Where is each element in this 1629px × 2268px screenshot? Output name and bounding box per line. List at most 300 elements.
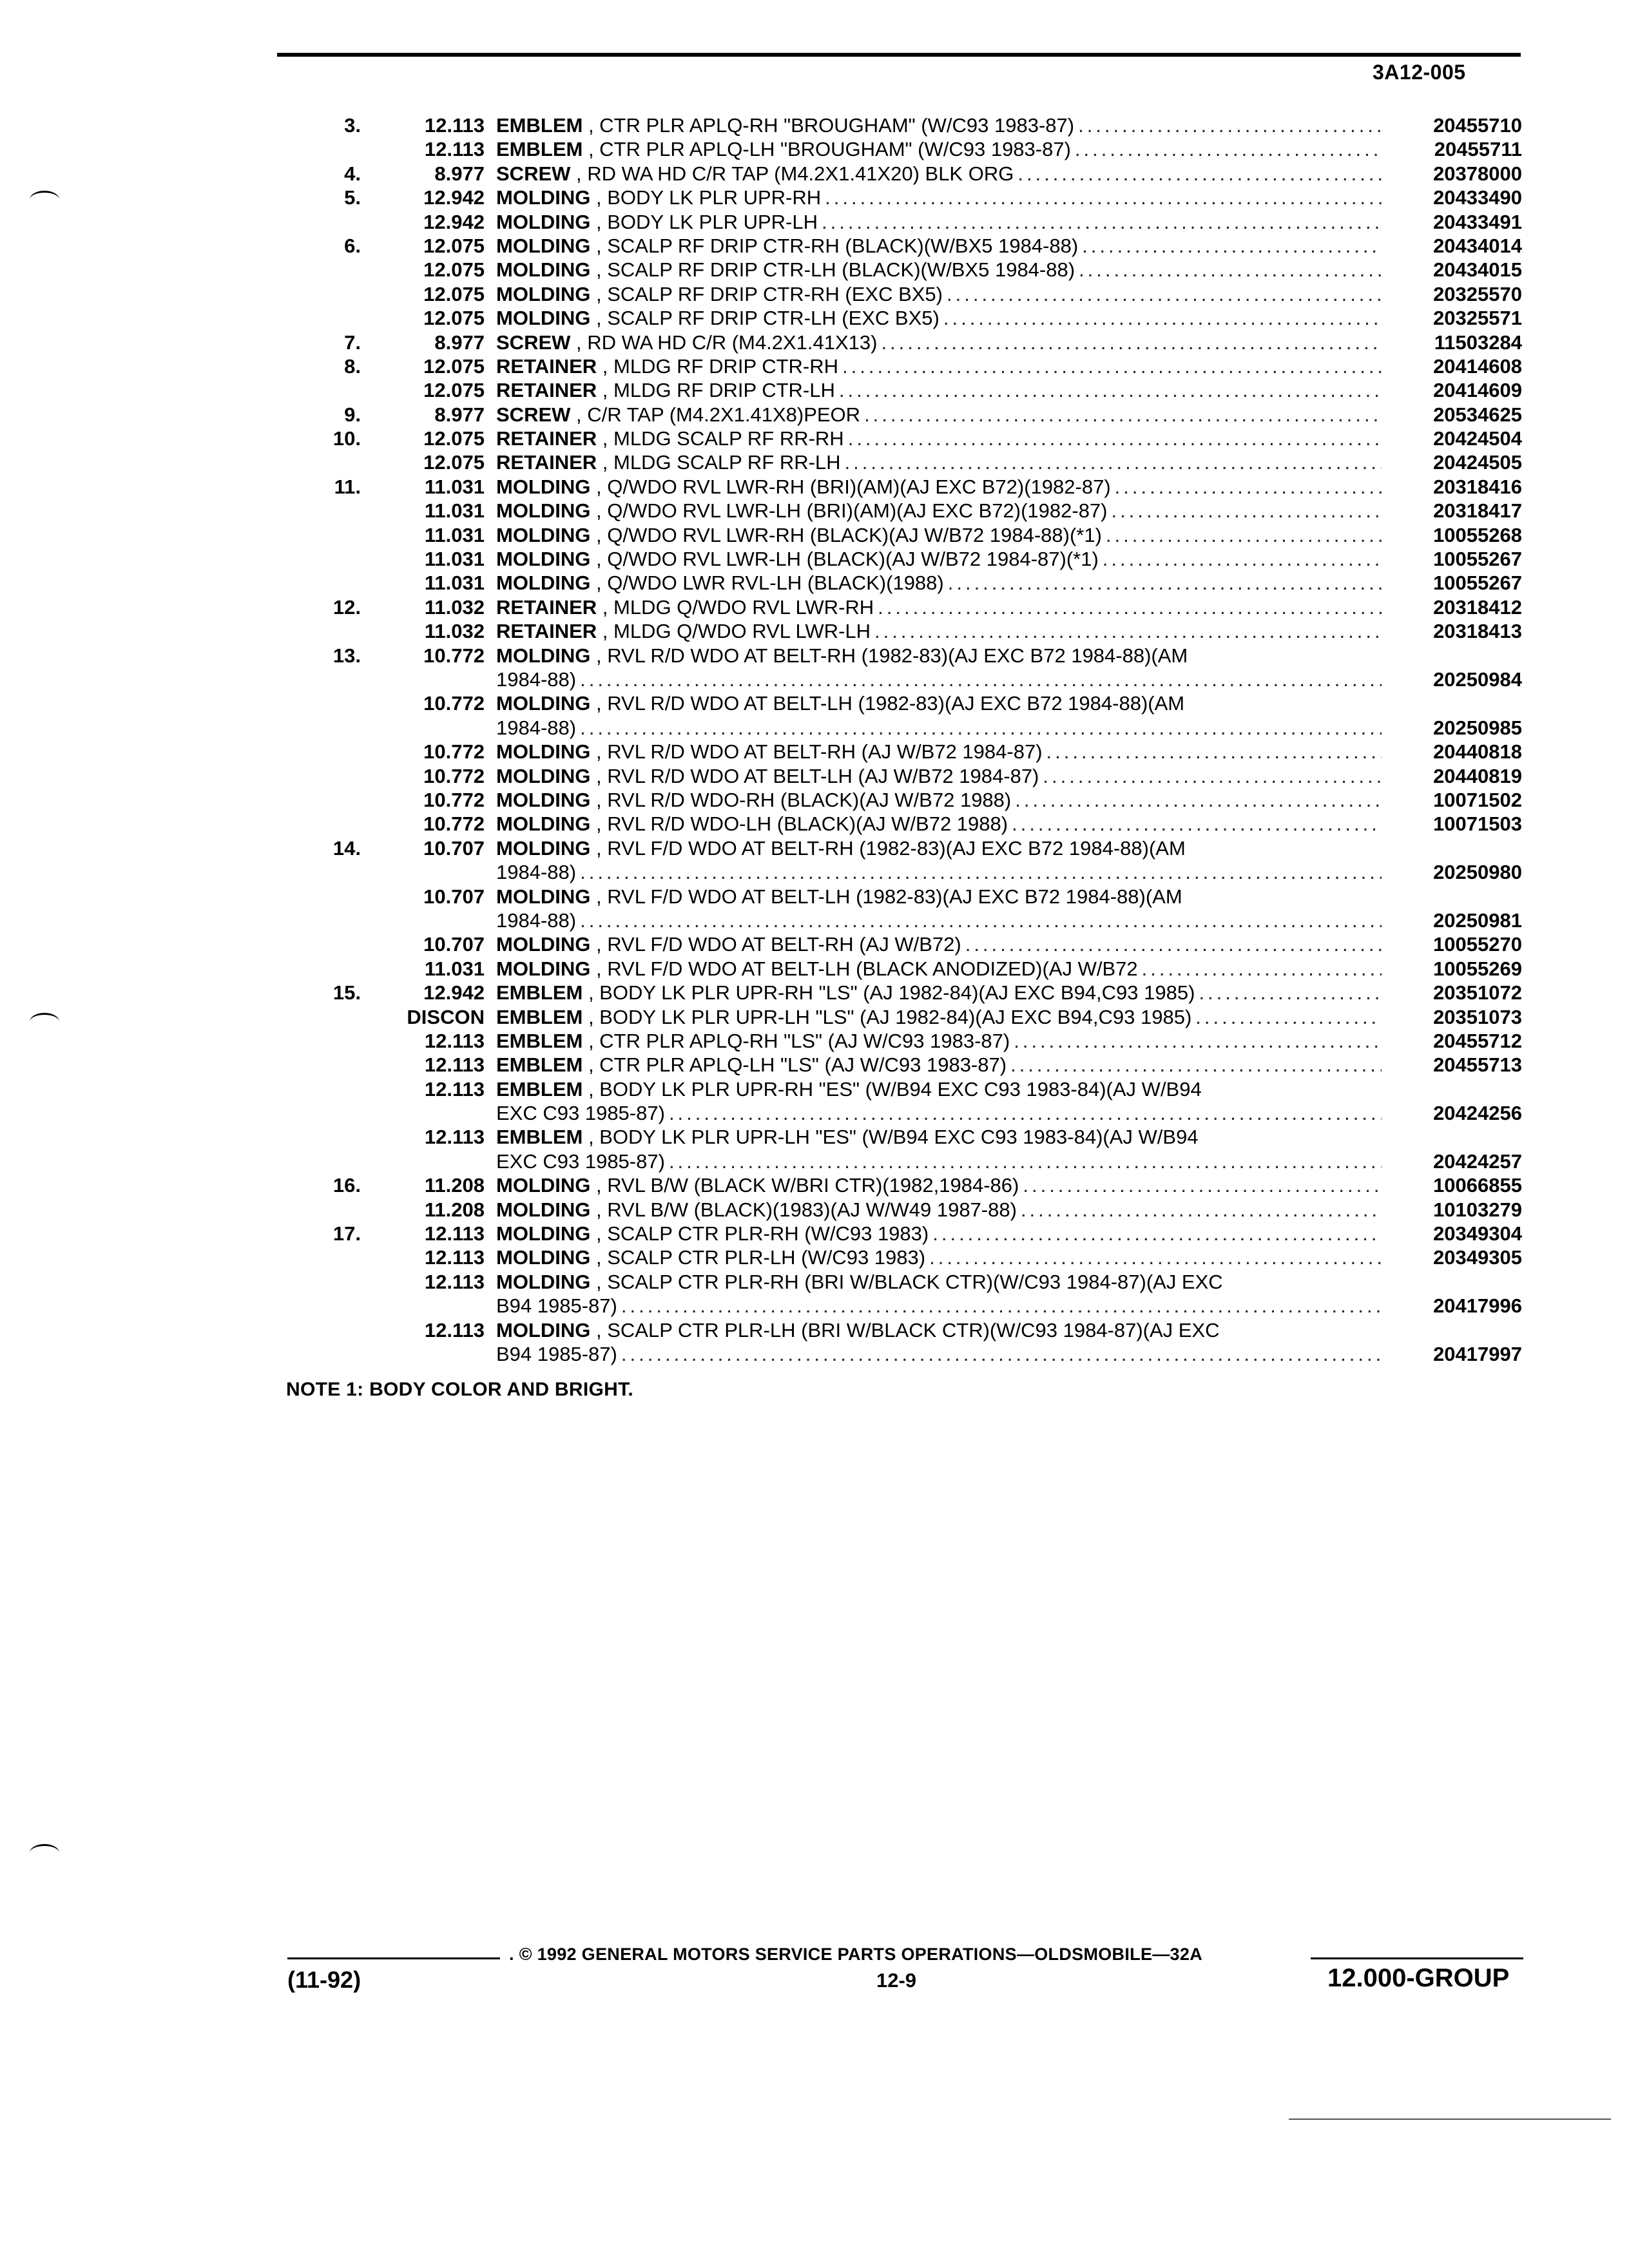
- dot-leader: [842, 354, 1382, 378]
- group-number: 10.772: [423, 812, 485, 836]
- description-line: MOLDING , SCALP RF DRIP CTR-LH (EXC BX5): [496, 307, 940, 330]
- part-row: [0, 1005, 1629, 1029]
- part-description: [496, 547, 1385, 571]
- part-row: [0, 523, 1629, 547]
- description-line: RETAINER , MLDG SCALP RF RR-RH: [496, 427, 844, 450]
- description-line: MOLDING , SCALP CTR PLR-RH (W/C93 1983): [496, 1222, 929, 1245]
- group-number: 12.113: [424, 138, 485, 161]
- description-line: MOLDING , RVL B/W (BLACK)(1983)(AJ W/W49 1987-88): [496, 1198, 1017, 1221]
- part-row: [0, 1318, 1629, 1367]
- part-row: [0, 595, 1629, 619]
- description-line: B94 1985-87): [496, 1343, 617, 1366]
- description-line: RETAINER , MLDG Q/WDO RVL LWR-RH: [496, 595, 874, 619]
- group-number: 12.075: [423, 451, 485, 474]
- item-number: 3.: [344, 114, 361, 137]
- dot-leader: [1106, 523, 1382, 547]
- part-row: [0, 331, 1629, 354]
- part-description: [496, 1077, 1385, 1126]
- group-number: 11.031: [424, 957, 485, 980]
- dot-leader: [621, 1342, 1382, 1366]
- part-description: [496, 403, 1385, 427]
- description-line: MOLDING , Q/WDO RVL LWR-LH (BRI)(AM)(AJ EXC B72)(1982-87): [496, 499, 1108, 523]
- dot-leader: [1021, 1198, 1382, 1222]
- part-number: 11503284: [1434, 331, 1522, 354]
- part-row: [0, 258, 1629, 282]
- dot-leader: [881, 331, 1382, 354]
- description-line: RETAINER , MLDG SCALP RF RR-LH: [496, 451, 841, 474]
- part-description: [496, 764, 1385, 788]
- description-line: MOLDING , SCALP CTR PLR-RH (BRI W/BLACK CTR)(W/C93 1984-87)(AJ EXC: [496, 1270, 1223, 1293]
- description-line: MOLDING , SCALP RF DRIP CTR-RH (BLACK)(W/BX5 1984-88): [496, 234, 1079, 257]
- part-description: [496, 378, 1385, 402]
- dot-leader: [943, 306, 1382, 330]
- group-number: 12.113: [424, 114, 485, 137]
- bottom-rule: [1289, 2119, 1611, 2120]
- part-number: 20325571: [1433, 307, 1522, 330]
- part-row: [0, 740, 1629, 764]
- dot-leader: [848, 427, 1382, 450]
- dot-leader: [932, 1222, 1382, 1245]
- dot-leader: [1017, 162, 1382, 186]
- part-description: [496, 812, 1385, 836]
- description-line: MOLDING , Q/WDO RVL LWR-LH (BLACK)(AJ W/B72 1984-87)(*1): [496, 548, 1099, 571]
- group-number: 12.075: [423, 354, 485, 378]
- part-number: 10066855: [1433, 1174, 1522, 1197]
- dot-leader: [621, 1294, 1382, 1318]
- group-number: 12.113: [424, 1270, 485, 1293]
- group-number: 12.113: [424, 1246, 485, 1269]
- part-number: 20424257: [1433, 1149, 1522, 1173]
- group-number: 10.707: [423, 933, 485, 956]
- description-line: EMBLEM , BODY LK PLR UPR-LH "LS" (AJ 1982-84)(AJ EXC B94,C93 1985): [496, 1005, 1192, 1028]
- group-number: 10.772: [423, 764, 485, 787]
- dot-leader: [1199, 981, 1382, 1004]
- group-number: 10.772: [423, 788, 485, 811]
- dot-leader: [1012, 812, 1382, 836]
- group-number: 8.977: [434, 162, 485, 185]
- part-number: 10055268: [1433, 523, 1522, 546]
- description-line: EXC C93 1985-87): [496, 1102, 665, 1125]
- description-line: MOLDING , Q/WDO RVL LWR-RH (BLACK)(AJ W/B72 1984-88)(*1): [496, 523, 1102, 546]
- part-number: 10055269: [1433, 957, 1522, 980]
- part-description: [496, 306, 1385, 330]
- part-description: [496, 354, 1385, 378]
- part-description: [496, 981, 1385, 1004]
- group-number: 12.075: [423, 427, 485, 450]
- page-code: 3A12-005: [1373, 61, 1466, 84]
- part-number: 20433491: [1433, 210, 1522, 233]
- part-description: [496, 427, 1385, 450]
- part-description: [496, 499, 1385, 523]
- dot-leader: [580, 908, 1382, 932]
- item-number: 9.: [344, 403, 361, 426]
- item-number: 16.: [333, 1174, 361, 1197]
- description-line: RETAINER , MLDG RF DRIP CTR-RH: [496, 354, 839, 378]
- part-number: 20417997: [1433, 1343, 1522, 1366]
- description-line: EMBLEM , BODY LK PLR UPR-RH "LS" (AJ 1982-84)(AJ EXC B94,C93 1985): [496, 981, 1195, 1004]
- part-description: [496, 523, 1385, 547]
- description-line: MOLDING , RVL F/D WDO AT BELT-LH (1982-83)(AJ EXC B72 1984-88)(AM: [496, 885, 1182, 908]
- part-row: [0, 619, 1629, 643]
- description-line: MOLDING , RVL R/D WDO AT BELT-RH (1982-83)(AJ EXC B72 1984-88)(AM: [496, 644, 1188, 667]
- part-description: [496, 162, 1385, 186]
- description-line: SCREW , RD WA HD C/R TAP (M4.2X1.41X20) BLK ORG: [496, 162, 1014, 185]
- part-description: [496, 595, 1385, 619]
- dot-leader: [1195, 1005, 1382, 1029]
- part-row: [0, 1125, 1629, 1173]
- parts-list: [0, 113, 1629, 1366]
- part-row: [0, 764, 1629, 788]
- item-number: 15.: [333, 981, 361, 1004]
- description-line: MOLDING , RVL R/D WDO-RH (BLACK)(AJ W/B72 1988): [496, 788, 1012, 811]
- group-number: 10.772: [423, 692, 485, 715]
- group-number: 10.772: [423, 644, 485, 667]
- description-line: MOLDING , RVL F/D WDO AT BELT-RH (1982-83)(AJ EXC B72 1984-88)(AM: [496, 836, 1186, 860]
- dot-leader: [1010, 1053, 1382, 1077]
- part-description: [496, 450, 1385, 474]
- part-description: [496, 691, 1385, 740]
- description-line: EXC C93 1985-87): [496, 1149, 665, 1173]
- description-line: EMBLEM , CTR PLR APLQ-RH "BROUGHAM" (W/C93 1983-87): [496, 114, 1075, 137]
- description-line: MOLDING , Q/WDO LWR RVL-LH (BLACK)(1988): [496, 572, 944, 595]
- description-line: EMBLEM , BODY LK PLR UPR-LH "ES" (W/B94 EXC C93 1983-84)(AJ W/B94: [496, 1126, 1199, 1149]
- dot-leader: [839, 378, 1382, 402]
- part-description: [496, 186, 1385, 209]
- part-row: [0, 1077, 1629, 1126]
- part-description: [496, 258, 1385, 282]
- dot-leader: [1014, 1029, 1382, 1053]
- group-number: 10.707: [423, 836, 485, 860]
- footer-rule-right: [1311, 1957, 1523, 1959]
- dot-leader: [669, 1101, 1382, 1125]
- dot-leader: [948, 571, 1382, 595]
- dot-leader: [669, 1149, 1382, 1173]
- group-number: 12.942: [423, 186, 485, 209]
- part-row: [0, 981, 1629, 1004]
- part-description: [496, 836, 1385, 885]
- group-number: 11.208: [424, 1174, 485, 1197]
- group-label: 12.000-GROUP: [1327, 1964, 1510, 1992]
- revision-date: (11-92): [287, 1966, 361, 1993]
- part-number: 20424505: [1433, 451, 1522, 474]
- description-line: MOLDING , RVL R/D WDO AT BELT-LH (1982-83)(AJ EXC B72 1984-88)(AM: [496, 692, 1185, 715]
- header-rule: [277, 53, 1521, 57]
- part-row: [0, 475, 1629, 499]
- description-line: MOLDING , RVL R/D WDO AT BELT-LH (AJ W/B72 1984-87): [496, 764, 1039, 787]
- part-description: [496, 740, 1385, 764]
- part-number: 20250980: [1433, 861, 1522, 884]
- part-number: 10055267: [1433, 548, 1522, 571]
- dot-leader: [845, 450, 1382, 474]
- item-number: 5.: [344, 186, 361, 209]
- dot-leader: [580, 668, 1382, 691]
- part-description: [496, 475, 1385, 499]
- description-line: SCREW , C/R TAP (M4.2X1.41X8)PEOR: [496, 403, 861, 426]
- group-number: 11.031: [424, 548, 485, 571]
- part-number: 20455710: [1433, 114, 1522, 137]
- part-number: 20250985: [1433, 716, 1522, 739]
- item-number: 7.: [344, 331, 361, 354]
- description-line: MOLDING , SCALP RF DRIP CTR-LH (BLACK)(W/BX5 1984-88): [496, 258, 1075, 282]
- part-description: [496, 932, 1385, 956]
- group-number: 11.032: [424, 620, 485, 643]
- part-row: [0, 378, 1629, 402]
- part-description: [496, 1222, 1385, 1245]
- part-description: [496, 1245, 1385, 1269]
- part-number: 10055267: [1433, 572, 1522, 595]
- part-number: 20351072: [1433, 981, 1522, 1004]
- description-line: MOLDING , BODY LK PLR UPR-RH: [496, 186, 822, 209]
- part-description: [496, 137, 1385, 161]
- dot-leader: [1082, 234, 1382, 258]
- part-row: [0, 234, 1629, 258]
- part-number: 20455713: [1433, 1053, 1522, 1077]
- part-description: [496, 210, 1385, 234]
- part-description: [496, 282, 1385, 306]
- part-description: [496, 113, 1385, 137]
- part-number: 20414608: [1433, 354, 1522, 378]
- item-number: 6.: [344, 234, 361, 257]
- dot-leader: [1115, 475, 1382, 499]
- dot-leader: [580, 860, 1382, 884]
- part-number: 20424504: [1433, 427, 1522, 450]
- item-number: 17.: [333, 1222, 361, 1245]
- part-row: [0, 282, 1629, 306]
- part-number: 20417996: [1433, 1294, 1522, 1318]
- description-line: 1984-88): [496, 861, 577, 884]
- part-number: 20250984: [1433, 668, 1522, 691]
- description-line: B94 1985-87): [496, 1294, 617, 1318]
- dot-leader: [1023, 1173, 1382, 1197]
- binder-hole-mark: [30, 191, 59, 208]
- part-description: [496, 234, 1385, 258]
- description-line: MOLDING , RVL F/D WDO AT BELT-LH (BLACK ANODIZED)(AJ W/B72: [496, 957, 1138, 980]
- part-number: 20318412: [1433, 595, 1522, 619]
- part-description: [496, 571, 1385, 595]
- part-row: [0, 427, 1629, 450]
- part-description: [496, 619, 1385, 643]
- description-line: EMBLEM , CTR PLR APLQ-LH "LS" (AJ W/C93 1983-87): [496, 1053, 1007, 1077]
- description-line: RETAINER , MLDG Q/WDO RVL LWR-LH: [496, 620, 871, 643]
- footer-rule-left: [287, 1957, 500, 1959]
- part-number: 20351073: [1433, 1005, 1522, 1028]
- description-line: 1984-88): [496, 668, 577, 691]
- part-number: 20433490: [1433, 186, 1522, 209]
- item-number: 4.: [344, 162, 361, 185]
- part-description: [496, 788, 1385, 812]
- group-number: 11.031: [424, 475, 485, 498]
- part-row: [0, 1173, 1629, 1197]
- description-line: RETAINER , MLDG RF DRIP CTR-LH: [496, 379, 835, 402]
- dot-leader: [1103, 547, 1382, 571]
- part-number: 20325570: [1433, 282, 1522, 305]
- part-number: 20318417: [1433, 499, 1522, 523]
- part-number: 20440818: [1433, 740, 1522, 764]
- description-line: MOLDING , SCALP CTR PLR-LH (W/C93 1983): [496, 1246, 926, 1269]
- part-row: [0, 1245, 1629, 1269]
- description-line: MOLDING , SCALP RF DRIP CTR-RH (EXC BX5): [496, 282, 943, 305]
- description-line: MOLDING , RVL R/D WDO AT BELT-RH (AJ W/B72 1984-87): [496, 740, 1043, 764]
- part-row: [0, 571, 1629, 595]
- part-number: 20455712: [1433, 1029, 1522, 1052]
- copyright-line: . © 1992 GENERAL MOTORS SERVICE PARTS OPERATIONS—OLDSMOBILE—32A: [509, 1945, 1202, 1964]
- dot-leader: [1112, 499, 1382, 523]
- dot-leader: [947, 282, 1382, 306]
- group-number: 12.942: [423, 981, 485, 1004]
- group-number: 12.113: [424, 1318, 485, 1341]
- group-number: 10.772: [423, 740, 485, 764]
- description-line: EMBLEM , CTR PLR APLQ-LH "BROUGHAM" (W/C93 1983-87): [496, 138, 1071, 161]
- item-number: 13.: [333, 644, 361, 667]
- part-row: [0, 691, 1629, 740]
- part-description: [496, 957, 1385, 981]
- part-description: [496, 885, 1385, 933]
- dot-leader: [874, 619, 1382, 643]
- part-row: [0, 210, 1629, 234]
- dot-leader: [1079, 258, 1382, 282]
- group-number: 12.075: [423, 379, 485, 402]
- part-description: [496, 1125, 1385, 1173]
- description-line: 1984-88): [496, 716, 577, 739]
- group-number: 11.031: [424, 499, 485, 523]
- part-description: [496, 644, 1385, 692]
- item-number: 12.: [333, 595, 361, 619]
- part-description: [496, 1029, 1385, 1053]
- dot-leader: [1078, 113, 1382, 137]
- binder-hole-mark: [30, 1844, 59, 1861]
- item-number: 14.: [333, 836, 361, 860]
- group-number: 11.032: [424, 595, 485, 619]
- dot-leader: [965, 932, 1382, 956]
- description-line: 1984-88): [496, 908, 577, 932]
- description-line: MOLDING , RVL R/D WDO-LH (BLACK)(AJ W/B72 1988): [496, 812, 1008, 836]
- dot-leader: [1075, 137, 1382, 161]
- part-number: 10071502: [1433, 788, 1522, 811]
- part-row: [0, 186, 1629, 209]
- part-row: [0, 354, 1629, 378]
- description-line: MOLDING , RVL B/W (BLACK W/BRI CTR)(1982,1984-86): [496, 1174, 1019, 1197]
- part-row: [0, 1222, 1629, 1245]
- dot-leader: [580, 716, 1382, 740]
- part-row: [0, 1270, 1629, 1318]
- dot-leader: [1015, 788, 1382, 812]
- part-row: [0, 788, 1629, 812]
- item-number: 8.: [344, 354, 361, 378]
- dot-leader: [825, 186, 1382, 209]
- part-number: 20349305: [1433, 1246, 1522, 1269]
- part-description: [496, 331, 1385, 354]
- part-row: [0, 403, 1629, 427]
- dot-leader: [822, 210, 1382, 234]
- group-number: 12.113: [424, 1029, 485, 1052]
- group-number: 12.075: [423, 282, 485, 305]
- part-row: [0, 113, 1629, 137]
- group-number: 11.208: [424, 1198, 485, 1221]
- part-number: 10103279: [1433, 1198, 1522, 1221]
- part-number: 20318413: [1433, 620, 1522, 643]
- dot-leader: [929, 1245, 1382, 1269]
- group-number: DISCON: [407, 1005, 485, 1028]
- part-row: [0, 450, 1629, 474]
- part-row: [0, 1029, 1629, 1053]
- group-number: 12.113: [424, 1053, 485, 1077]
- part-row: [0, 547, 1629, 571]
- group-number: 11.031: [424, 572, 485, 595]
- description-line: EMBLEM , BODY LK PLR UPR-RH "ES" (W/B94 EXC C93 1983-84)(AJ W/B94: [496, 1077, 1202, 1100]
- part-description: [496, 1318, 1385, 1367]
- part-description: [496, 1198, 1385, 1222]
- part-description: [496, 1053, 1385, 1077]
- part-row: [0, 836, 1629, 885]
- description-line: EMBLEM , CTR PLR APLQ-RH "LS" (AJ W/C93 1983-87): [496, 1029, 1010, 1052]
- part-row: [0, 162, 1629, 186]
- dot-leader: [878, 595, 1382, 619]
- binder-hole-mark: [30, 1013, 59, 1030]
- part-number: 20424256: [1433, 1102, 1522, 1125]
- part-number: 10055270: [1433, 933, 1522, 956]
- description-line: SCREW , RD WA HD C/R (M4.2X1.41X13): [496, 331, 878, 354]
- group-number: 12.113: [424, 1126, 485, 1149]
- part-description: [496, 1270, 1385, 1318]
- group-number: 12.075: [423, 234, 485, 257]
- part-description: [496, 1173, 1385, 1197]
- dot-leader: [1043, 764, 1382, 788]
- group-number: 12.075: [423, 258, 485, 282]
- part-row: [0, 1198, 1629, 1222]
- part-number: 20318416: [1433, 475, 1522, 498]
- dot-leader: [1046, 740, 1382, 764]
- part-row: [0, 499, 1629, 523]
- description-line: MOLDING , BODY LK PLR UPR-LH: [496, 210, 818, 233]
- part-number: 20440819: [1433, 764, 1522, 787]
- part-row: [0, 932, 1629, 956]
- part-row: [0, 885, 1629, 933]
- part-number: 20414609: [1433, 379, 1522, 402]
- part-row: [0, 137, 1629, 161]
- item-number: 11.: [334, 475, 361, 498]
- group-number: 12.942: [423, 210, 485, 233]
- part-number: 20378000: [1433, 162, 1522, 185]
- dot-leader: [1142, 957, 1382, 981]
- part-number: 20250981: [1433, 908, 1522, 932]
- part-number: 20534625: [1433, 403, 1522, 426]
- part-number: 20434014: [1433, 234, 1522, 257]
- dot-leader: [864, 403, 1382, 427]
- part-description: [496, 1005, 1385, 1029]
- part-row: [0, 957, 1629, 981]
- group-number: 12.075: [423, 307, 485, 330]
- group-number: 11.031: [424, 523, 485, 546]
- group-number: 10.707: [423, 885, 485, 908]
- part-row: [0, 812, 1629, 836]
- part-number: 10071503: [1433, 812, 1522, 836]
- page-number: 12-9: [876, 1969, 917, 1992]
- part-number: 20455711: [1434, 138, 1522, 161]
- group-number: 12.113: [424, 1222, 485, 1245]
- group-number: 12.113: [424, 1077, 485, 1100]
- description-line: MOLDING , Q/WDO RVL LWR-RH (BRI)(AM)(AJ EXC B72)(1982-87): [496, 475, 1111, 498]
- part-row: [0, 306, 1629, 330]
- item-number: 10.: [333, 427, 361, 450]
- group-number: 8.977: [434, 403, 485, 426]
- part-number: 20349304: [1433, 1222, 1522, 1245]
- footnote: NOTE 1: BODY COLOR AND BRIGHT.: [286, 1379, 634, 1400]
- description-line: MOLDING , RVL F/D WDO AT BELT-RH (AJ W/B72): [496, 933, 961, 956]
- part-row: [0, 644, 1629, 692]
- part-row: [0, 1053, 1629, 1077]
- description-line: MOLDING , SCALP CTR PLR-LH (BRI W/BLACK CTR)(W/C93 1984-87)(AJ EXC: [496, 1318, 1220, 1341]
- group-number: 8.977: [434, 331, 485, 354]
